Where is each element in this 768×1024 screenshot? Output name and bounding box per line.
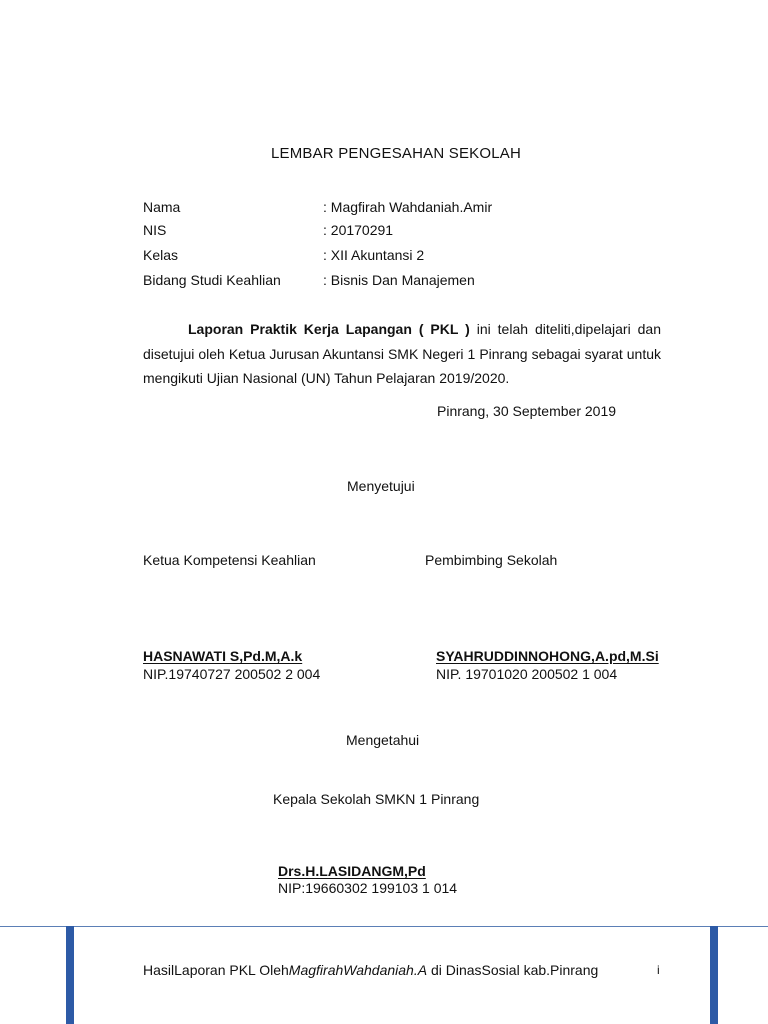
document-title: LEMBAR PENGESAHAN SEKOLAH [270,145,522,162]
place-date: Pinrang, 30 September 2019 [437,403,617,419]
field-value: : Magfirah Wahdaniah.Amir [323,199,493,215]
footer-rule [0,926,768,927]
field-label: Kelas [143,247,179,263]
approval-heading: Menyetujui [347,478,415,494]
right-signer-nip: NIP. 19701020 200502 1 004 [436,666,618,682]
left-signer-role: Ketua Kompetensi Keahlian [143,552,316,568]
footer-suffix: di DinasSosial kab.Pinrang [427,962,599,978]
head-signer-role: Kepala Sekolah SMKN 1 Pinrang [273,791,480,807]
paragraph-bold-lead: Laporan Praktik Kerja Lapangan ( PKL ) [188,321,470,337]
field-label: NIS [143,222,167,238]
field-value: : XII Akuntansi 2 [323,247,425,263]
head-signer-nip: NIP:19660302 199103 1 014 [278,880,458,896]
field-label: Nama [143,199,181,215]
page-number: i [657,963,660,977]
footer-right-bar [710,926,718,1024]
footer-text [143,962,598,978]
footer-left-bar [66,926,74,1024]
field-label: Bidang Studi Keahlian [143,272,281,288]
approval-paragraph [143,317,661,391]
left-signer-name: HASNAWATI S,Pd.M,A.k [143,648,303,664]
left-signer-nip: NIP.19740727 200502 2 004 [143,666,321,682]
field-value: : Bisnis Dan Manajemen [323,272,475,288]
acknowledge-heading: Mengetahui [346,732,420,748]
paragraph-rest: ini telah diteliti,dipelajari dan disetujui oleh Ketua Jurusan Akuntansi SMK Negeri 1 Pinrang sebagai syarat untuk mengikuti Ujian Nasional (UN) Tahun Pelajaran 2019/2020. [143,321,661,386]
footer-author: MagfirahWahdaniah.A [288,962,428,978]
right-signer-name: SYAHRUDDINNOHONG,A.pd,M.Si [436,648,659,664]
right-signer-role: Pembimbing Sekolah [425,552,558,568]
head-signer-name: Drs.H.LASIDANGM,Pd [278,863,426,879]
field-value: : 20170291 [323,222,394,238]
footer-prefix: HasilLaporan PKL Oleh [143,962,289,978]
